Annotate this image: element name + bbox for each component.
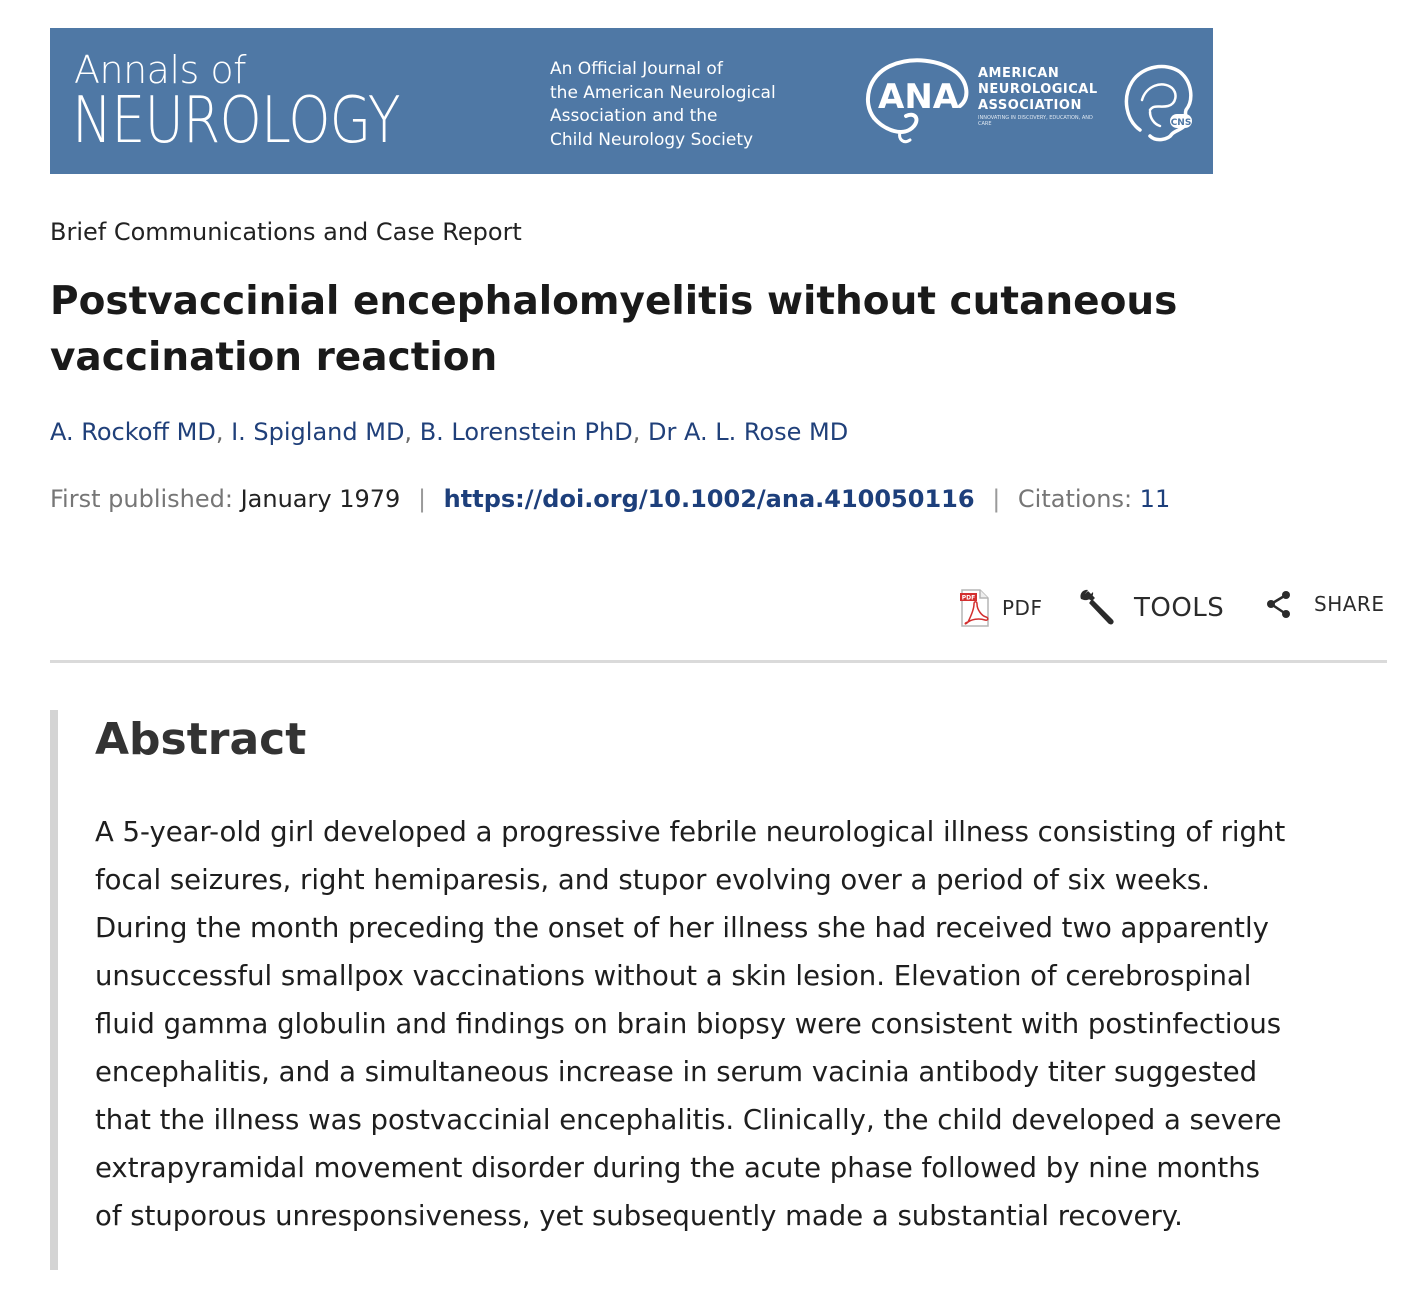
abstract-text [95,808,1385,1240]
author-separator: , [215,418,232,446]
association-name [978,66,1098,114]
affiliation-line: the American Neurological [550,82,776,103]
journal-name-big: NEUROLOGY [72,84,400,158]
author-link[interactable]: I. Spigland MD [231,418,405,446]
abstract-line: extrapyramidal movement disorder during the acute phase followed by nine months [95,1152,1260,1184]
pdf-icon [958,588,992,628]
first-published-label: First published: [50,485,233,513]
author-separator: , [404,418,420,446]
affiliation-line: Association and the [550,106,718,126]
share-label: SHARE [1314,592,1385,616]
cns-head-logo [1120,60,1196,144]
citations-label: Citations: [1017,485,1133,513]
tools-label: TOOLS [1134,593,1225,623]
author-link[interactable]: Dr A. L. Rose MD [647,418,849,446]
abstract-line: unsuccessful smallpox vaccinations without a skin lesion. Elevation of cerebrospinal [95,960,1252,992]
publication-meta [50,485,1170,513]
affiliation-line: An Official Journal of [550,59,723,79]
author-link[interactable]: B. Lorenstein PhD [419,418,633,446]
article-title: Postvaccinial encephalomyelitis without cutaneous vaccination reaction [50,279,1178,380]
journal-banner[interactable] [50,28,1213,174]
association-tagline: INNOVATING IN DISCOVERY, EDUCATION, AND CARE [978,115,1093,127]
abstract-section [50,710,1398,1270]
author-separator: , [632,418,648,446]
journal-affiliation [550,58,840,152]
association-line: ASSOCIATION [978,98,1082,113]
first-published-date: January 1979 [240,485,401,513]
journal-name-small: Annals of [74,48,247,92]
wrench-icon [1078,588,1118,628]
abstract-line: of stuporous unresponsiveness, yet subsequently made a substantial recovery. [95,1200,1183,1232]
association-line: AMERICAN [978,66,1060,81]
abstract-line: encephalitis, and a simultaneous increase in serum vacinia antibody titer suggested [95,1056,1258,1088]
tools-button[interactable] [1078,588,1224,628]
section-type: Brief Communications and Case Report [50,218,522,246]
pdf-label: PDF [1002,596,1043,620]
abstract-line: A 5-year-old girl developed a progressive febrile neurological illness consisting of right [95,816,1286,848]
meta-separator: | [992,485,1001,513]
abstract-line: that the illness was postvaccinial encephalitis. Clinically, the child developed a severe [95,1104,1282,1136]
author-list [50,418,848,446]
share-icon [1264,588,1294,620]
ana-logo [860,56,975,146]
pdf-icon-text: PDF [961,594,976,602]
citations-count-link[interactable]: 11 [1139,485,1171,513]
meta-separator: | [417,485,427,513]
abstract-line: During the month preceding the onset of her illness she had received two apparently [95,912,1269,944]
ana-logo-text: ANA [878,77,960,117]
affiliation-line: Child Neurology Society [550,129,754,150]
association-line: NEUROLOGICAL [978,82,1098,97]
doi-link[interactable]: https://doi.org/10.1002/ana.410050116 [443,485,975,513]
pdf-button[interactable] [958,588,1042,628]
abstract-line: focal seizures, right hemiparesis, and stupor evolving over a period of six weeks. [95,864,1210,896]
abstract-line: fluid gamma globulin and findings on brain biopsy were consistent with postinfectious [95,1008,1282,1040]
cns-logo-text: CNS [1170,118,1192,128]
toolbar-divider [50,660,1387,663]
share-button[interactable] [1264,588,1384,620]
author-link[interactable]: A. Rockoff MD [50,418,216,446]
abstract-heading: Abstract [95,714,307,765]
